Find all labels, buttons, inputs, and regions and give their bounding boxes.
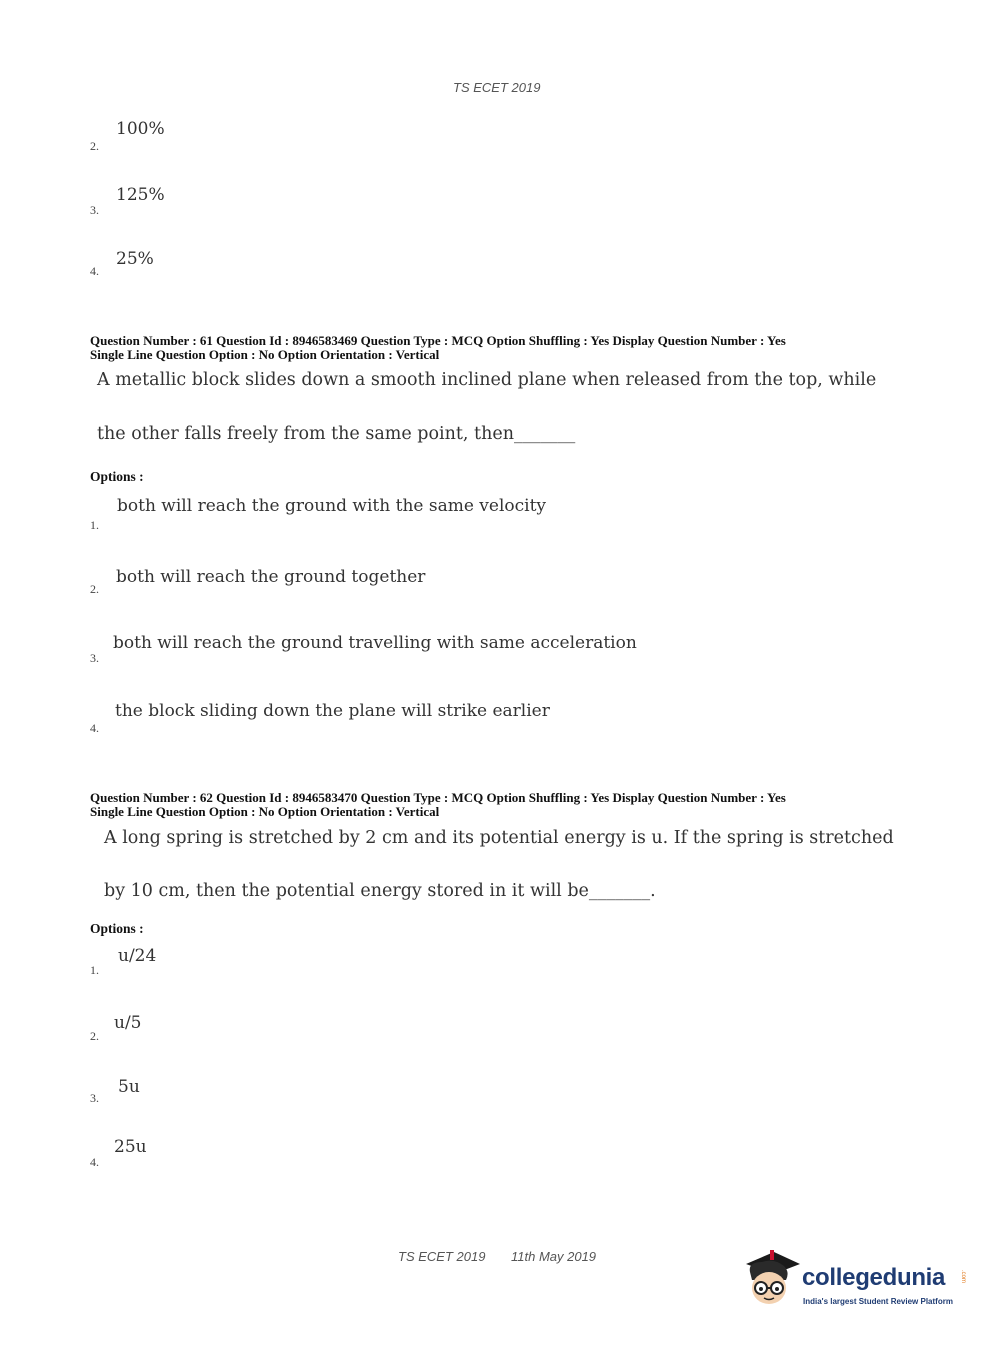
option-text: 125% (116, 185, 165, 205)
option-number: 2. (90, 582, 99, 596)
option-text: 25% (116, 249, 154, 269)
brand-suffix: .com (960, 1270, 966, 1284)
footer-date: 11th May 2019 (511, 1249, 597, 1264)
question-meta: Question Number : 61 Question Id : 8946583469 Question Type : MCQ Option Shuffling : Yes Display Question Number : Yes (90, 333, 786, 348)
option-number: 3. (90, 651, 99, 665)
option-number: 1. (90, 963, 99, 977)
option-text: both will reach the ground together (116, 567, 426, 587)
option-text: 25u (114, 1137, 147, 1157)
option-number: 2. (90, 1029, 99, 1043)
option-number: 2. (90, 139, 99, 153)
option-text: 100% (116, 119, 165, 139)
options-label: Options : (90, 469, 144, 484)
mascot-icon (740, 1248, 802, 1314)
question-text: by 10 cm, then the potential energy stored in it will be_______. (104, 881, 656, 901)
brand-name: collegedunia (802, 1264, 946, 1291)
question-text: A metallic block slides down a smooth inclined plane when released from the top, while (97, 370, 877, 390)
brand-tagline: India's largest Student Review Platform (803, 1297, 953, 1306)
option-text: both will reach the ground travelling with same acceleration (113, 633, 637, 653)
option-number: 4. (90, 721, 99, 735)
footer-exam: TS ECET 2019 (398, 1249, 486, 1264)
question-meta: Question Number : 62 Question Id : 8946583470 Question Type : MCQ Option Shuffling : Yes Display Question Number : Yes (90, 790, 786, 805)
option-number: 3. (90, 1091, 99, 1105)
option-text: 5u (118, 1077, 140, 1097)
option-text: u/24 (118, 946, 157, 966)
question-meta: Single Line Question Option : No Option Orientation : Vertical (90, 347, 440, 362)
question-meta: Single Line Question Option : No Option Orientation : Vertical (90, 804, 440, 819)
option-number: 4. (90, 1155, 99, 1169)
question-text: A long spring is stretched by 2 cm and its potential energy is u. If the spring is stretched (104, 828, 894, 848)
option-number: 4. (90, 264, 99, 278)
page-header: TS ECET 2019 (453, 80, 541, 95)
option-number: 3. (90, 203, 99, 217)
options-label: Options : (90, 921, 144, 936)
question-text: the other falls freely from the same point, then_______ (97, 424, 576, 444)
option-number: 1. (90, 518, 99, 532)
option-text: u/5 (114, 1013, 142, 1033)
option-text: the block sliding down the plane will strike earlier (115, 701, 550, 721)
option-text: both will reach the ground with the same velocity (117, 496, 547, 516)
collegedunia-logo (740, 1248, 970, 1318)
